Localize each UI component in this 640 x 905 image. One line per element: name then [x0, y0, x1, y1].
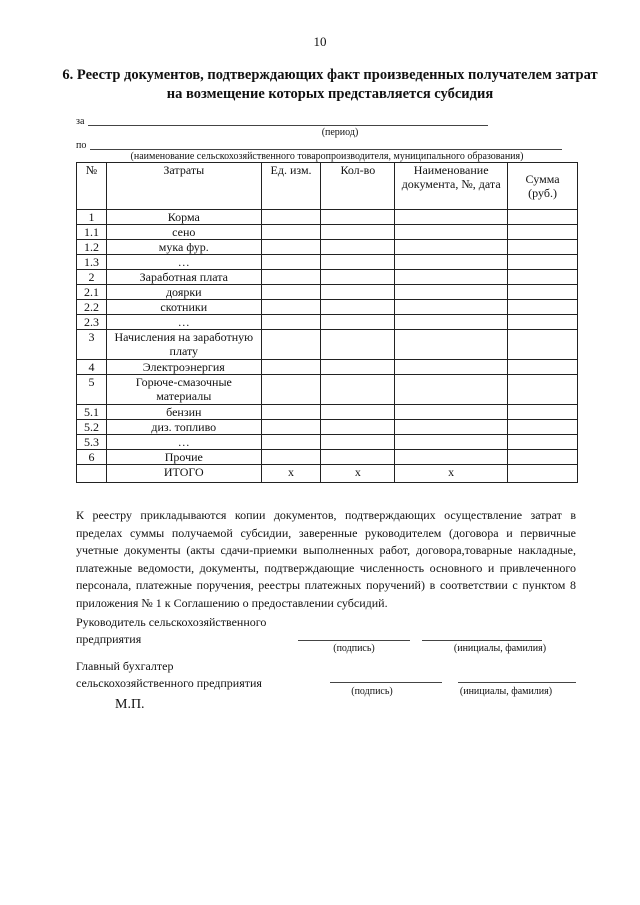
row-number: 1.2 [77, 240, 107, 255]
period-from-label: за [76, 116, 85, 127]
row-expense: Электроэнергия [106, 360, 261, 375]
period-to-label: по [76, 140, 87, 151]
table-row [77, 405, 578, 420]
table-row [77, 360, 578, 375]
stamp-place: М.П. [115, 697, 145, 712]
row-number: 5.1 [77, 405, 107, 420]
col-header-quantity: Кол-во [321, 163, 395, 210]
row-number: 1.1 [77, 225, 107, 240]
accountant-role-line1: Главный бухгалтер [76, 659, 174, 673]
col-header-unit: Ед. изм. [261, 163, 321, 210]
row-expense: Прочие [106, 450, 261, 465]
row-expense: диз. топливо [106, 420, 261, 435]
row-number: 2 [77, 270, 107, 285]
col-header-number: № [77, 163, 107, 210]
total-unit-mark: x [261, 465, 321, 483]
director-role-line1: Руководитель сельскохозяйственного [76, 615, 267, 629]
row-expense: скотники [106, 300, 261, 315]
row-number: 3 [77, 330, 107, 360]
accountant-role-line2: сельскохозяйственного предприятия [76, 676, 262, 690]
row-expense: Корма [106, 210, 261, 225]
row-expense: Горюче-смазочные материалы [106, 375, 261, 405]
table-row [77, 210, 578, 225]
row-expense: Начисления на заработную плату [106, 330, 261, 360]
row-number: 1.3 [77, 255, 107, 270]
director-role-line2: предприятия [76, 632, 142, 646]
director-signature-line [298, 640, 410, 641]
accountant-signature-line [330, 682, 442, 683]
total-doc-mark: x [395, 465, 508, 483]
table-row [77, 225, 578, 240]
table-row [77, 300, 578, 315]
row-expense: сено [106, 225, 261, 240]
row-expense: бензин [106, 405, 261, 420]
row-number: 2.1 [77, 285, 107, 300]
table-row [77, 315, 578, 330]
row-expense: … [106, 255, 261, 270]
period-from-line [88, 125, 488, 126]
director-name-caption: (инициалы, фамилия) [453, 643, 547, 654]
row-number: 6 [77, 450, 107, 465]
row-expense: … [106, 435, 261, 450]
period-caption: (период) [321, 127, 359, 138]
total-label: ИТОГО [106, 465, 261, 483]
total-qty-mark: x [321, 465, 395, 483]
table-row [77, 240, 578, 255]
table-header-row [77, 163, 578, 210]
row-number: 5.2 [77, 420, 107, 435]
total-row [77, 465, 578, 483]
page-number: 10 [313, 34, 327, 49]
table-row [77, 435, 578, 450]
row-number: 5.3 [77, 435, 107, 450]
table-row [77, 420, 578, 435]
table-row [77, 330, 578, 360]
row-number: 5 [77, 375, 107, 405]
col-header-sum: Сумма (руб.) [508, 163, 578, 210]
row-expense: Заработная плата [106, 270, 261, 285]
col-header-document: Наименование документа, №, дата [395, 163, 508, 210]
accountant-signature-caption: (подпись) [351, 686, 393, 697]
row-number: 2.2 [77, 300, 107, 315]
attachments-note: К реестру прикладываются копии документов, подтверждающих осуществление затрат в пределах суммы получаемой субсидии, заверенные руководителем (договора и первичные учетные документы (акты сдачи-приемки выполненных работ, договора,товарные накладные, платежные ведомости, документы, подтверждающие численность основного и привлеченного персонала, платежные поручения, реестры платежных поручений) в соответствии с пунктом 8 приложения № 1 к Соглашению о предоставлении субсидий. [76, 508, 576, 610]
document-title: 6. Реестр документов, подтверждающих факт произведенных получателем затрат на возмещение которых представляется субсидия [62, 67, 598, 102]
row-expense: … [106, 315, 261, 330]
row-expense: доярки [106, 285, 261, 300]
col-header-expenses: Затраты [106, 163, 261, 210]
director-name-line [422, 640, 542, 641]
documents-registry-table [76, 162, 578, 483]
table-row [77, 375, 578, 405]
row-number: 4 [77, 360, 107, 375]
producer-name-caption: (наименование сельскохозяйственного товаропроизводителя, муниципального образования) [130, 151, 524, 162]
table-row [77, 255, 578, 270]
accountant-name-line [458, 682, 576, 683]
period-to-line [90, 149, 562, 150]
row-expense: мука фур. [106, 240, 261, 255]
accountant-name-caption: (инициалы, фамилия) [459, 686, 553, 697]
table-row [77, 270, 578, 285]
row-number: 2.3 [77, 315, 107, 330]
director-signature-caption: (подпись) [333, 643, 375, 654]
table-row [77, 285, 578, 300]
table-row [77, 450, 578, 465]
row-number: 1 [77, 210, 107, 225]
